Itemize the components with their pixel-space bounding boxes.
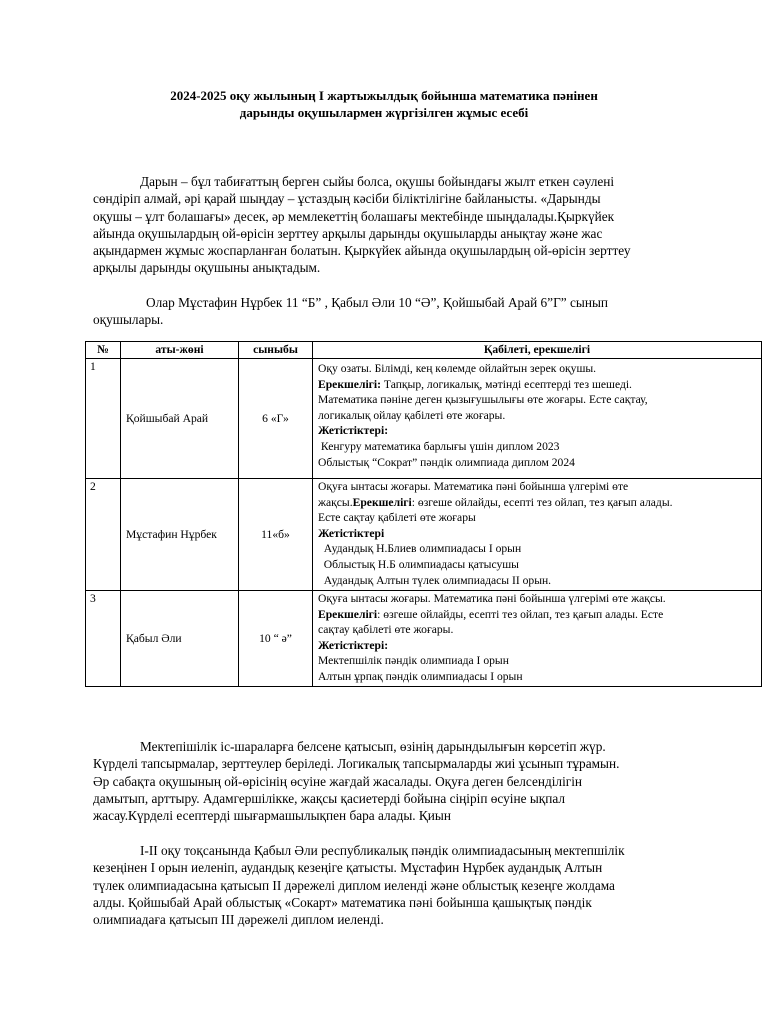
header-class: сыныбы — [239, 342, 313, 359]
ability-line: Есте сақтау қабілеті өте жоғары — [318, 511, 476, 525]
row-number: 1 — [86, 359, 121, 479]
table-header-row — [86, 342, 762, 359]
ability-line: сақтау қабілеті өте жоғары. — [318, 623, 454, 637]
ability-line: логикалық ойлау қабілеті өте жоғары. — [318, 408, 506, 422]
row-name: Қойшыбай Арай — [121, 359, 239, 479]
results-line: І-ІІ оқу тоқсанында Қабыл Әли республикалық пәндік олимпиадасының мектепшілік — [140, 843, 625, 858]
results-line: алды. Қойшыбай Арай облыстық «Сокарт» математика пәні бойынша қашықтық пәндік — [93, 894, 592, 910]
ability-line — [318, 377, 756, 393]
ability-label: Ерекшелігі — [318, 607, 378, 621]
row-class: 11«б» — [239, 479, 313, 591]
row-class: 6 «Г» — [239, 359, 313, 479]
ability-text: : өзгеше ойлайды, есепті тез ойлап, тез қағып алады. — [411, 495, 673, 509]
activity-line: жасау.Күрделі есептерді шығармашылықпен бара алады. Қиын — [93, 808, 451, 824]
achievements-label: Жетістіктері — [318, 526, 385, 540]
row-name: Қабыл Әли — [121, 591, 239, 687]
ability-line: Оқу озаты. Білімді, кең көлемде ойлайтын зерек оқушы. — [318, 362, 597, 375]
row-number: 2 — [86, 479, 121, 591]
ability-line: Математика пәніне деген қызығушылығы өте жоғары. Есте сақтау, — [318, 393, 648, 407]
ability-line — [318, 526, 756, 542]
ability-label: Ерекшелігі: — [318, 377, 382, 391]
ability-label: Ерекшелігі — [352, 495, 412, 509]
activity-paragraph — [93, 738, 683, 824]
table-row — [86, 479, 762, 591]
students-table — [85, 341, 762, 687]
ability-line: Алтын ұрпақ пәндік олимпиадасы І орын — [318, 669, 523, 683]
header-name: аты-жөні — [121, 342, 239, 359]
ability-line: Оқуға ынтасы жоғары. Математика пәні бойынша үлгерімі өте жақсы. — [318, 592, 666, 605]
intro-line: оқушы – ұлт болашағы» десек, әр мемлекеттің болашағы мектебінде шыңдалады.Қыркүйек — [93, 208, 615, 224]
intro-line: Дарын – бұл табиғаттың берген сыйы болса, оқушы бойындағы жылт еткен сәулені — [140, 174, 615, 189]
ability-line: Кенгуру математика барлығы үшін диплом 2023 — [318, 439, 560, 453]
ability-line: Облыстық Н.Б олимпиадасы қатысушы — [318, 557, 519, 571]
row-ability — [313, 359, 762, 479]
row-number: 3 — [86, 591, 121, 687]
intro-paragraph — [93, 173, 683, 277]
row-ability — [313, 591, 762, 687]
row-ability — [313, 479, 762, 591]
ability-line — [318, 607, 756, 623]
row-name: Мұстафин Нұрбек — [121, 479, 239, 591]
ability-line — [318, 495, 756, 511]
activity-line: Әр сабақта оқушының ой-өрісінің өсуіне жағдай жасалады. Оқуға деген белсенділігін — [93, 773, 583, 789]
ability-line: Оқуға ынтасы жоғары. Математика пәні бойынша үлгерімі өте — [318, 480, 629, 493]
table-row — [86, 591, 762, 687]
achievements-label: Жетістіктері: — [318, 424, 389, 438]
ability-line: Аудандық Н.Блиев олимпиадасы І орын — [318, 542, 522, 556]
results-line: олимпиадаға қатысып ІІІ дәрежелі диплом иеленді. — [93, 912, 384, 928]
intro-line: ақындармен жұмыс жоспарланған болатын. Қыркүйек айында оқушылардың ой-өрісін зерттеу — [93, 243, 631, 259]
intro-line: айында оқушылардың ой-өрісін зерттеу арқылы дарынды оқушыларды анықтау және жас — [93, 225, 603, 241]
ability-line: Аудандық Алтын түлек олимпиадасы ІІ орын. — [318, 573, 552, 587]
students-line: Олар Мұстафин Нұрбек 11 “Б” , Қабыл Әли 10 “Ә”, Қойшыбай Арай 6”Г” сынып — [146, 295, 609, 310]
ability-line: Облыстық “Сократ” пәндік олимпиада диплом 2024 — [318, 455, 575, 469]
ability-text: : өзгеше ойлайды, есепті тез ойлап, тез қағып алады. Есте — [377, 607, 664, 621]
ability-line — [318, 423, 756, 439]
students-line: оқушылары. — [93, 312, 164, 328]
students-paragraph — [93, 294, 683, 329]
achievements-label: Жетістіктері: — [318, 638, 389, 652]
ability-text: жақсы. — [318, 495, 353, 509]
ability-line — [318, 638, 756, 654]
intro-line: сөндіріп алмай, әрі қарай шыңдау – ұстаздың кәсіби біліктілігіне байланысты. «Дарынды — [93, 191, 601, 207]
ability-text: Тапқыр, логикалық, мәтінді есептерді тез шешеді. — [381, 377, 632, 391]
intro-line: арқылы дарынды оқушыны анықтадым. — [93, 260, 321, 276]
document-title — [84, 87, 684, 121]
header-ability: Қабілеті, ерекшелігі — [313, 342, 762, 359]
row-class: 10 “ ә” — [239, 591, 313, 687]
results-line: кезеңінен І орын иеленіп, аудандық кезеңіге қатысты. Мұстафин Нұрбек аудандық Алтын — [93, 860, 603, 876]
activity-line: Мектепішілік іс-шараларға белсене қатысып, өзінің дарындылығын көрсетіп жүр. — [140, 739, 606, 754]
activity-line: Күрделі тапсырмалар, зерттеулер беріледі. Логикалық тапсырмаларды жиі ұсынып тұрамын. — [93, 756, 620, 772]
title-line-2: дарынды оқушылармен жүргізілген жұмыс есебі — [239, 105, 529, 120]
ability-line: Мектепшілік пәндік олимпиада І орын — [318, 654, 509, 668]
results-line: түлек олимпиадасына қатысып ІІ дәрежелі диплом иеленді және облыстық кезеңге жолдама — [93, 877, 615, 893]
results-paragraph — [93, 842, 683, 928]
activity-line: дамытып, арттыру. Адамгершілікке, жақсы қасиетерді бойына сіңіріп өсуіне ықпал — [93, 790, 565, 806]
title-line-1: 2024-2025 оқу жылының І жартыжылдық бойынша математика пәнінен — [170, 88, 598, 103]
header-number: № — [86, 342, 121, 359]
table-row — [86, 359, 762, 479]
